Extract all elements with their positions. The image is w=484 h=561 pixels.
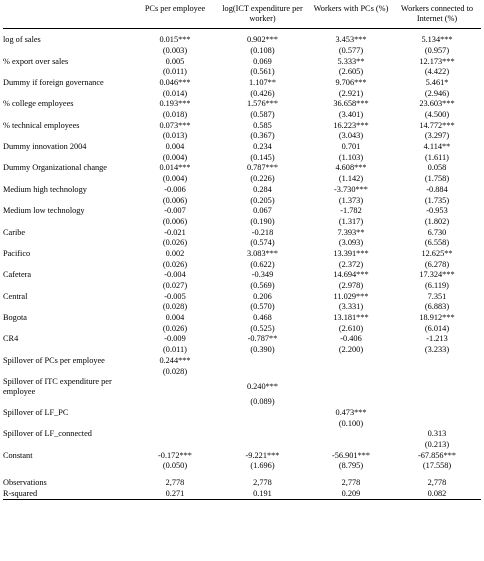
standard-error-cell: (0.026) <box>162 259 188 269</box>
standard-error-cell <box>309 397 393 408</box>
coefficient-cell: -0.005 <box>164 291 186 301</box>
coefficient-cell: 0.014*** <box>159 163 191 173</box>
standard-error-cell: (1.373) <box>338 195 364 205</box>
row-label: Pacifico <box>3 248 31 258</box>
coefficient-cell <box>134 377 216 397</box>
standard-error-cell <box>134 418 216 429</box>
standard-error-cell <box>393 397 481 408</box>
coefficient-cell: -0.406 <box>340 334 362 344</box>
coefficient-cell: 7.351 <box>427 291 447 301</box>
row-label: Cafetera <box>3 270 32 280</box>
regression-table <box>3 2 481 500</box>
coefficient-cell: 1.576*** <box>246 99 279 109</box>
coefficient-row <box>3 163 481 174</box>
coefficient-row <box>3 450 481 461</box>
coefficient-cell: 0.234 <box>253 142 272 152</box>
coefficient-cell: 0.240*** <box>246 381 279 391</box>
coefficient-row <box>3 408 481 419</box>
row-label: Spillover of PCs per employee <box>3 355 105 365</box>
coefficient-cell: 14.772*** <box>419 120 455 130</box>
coefficient-cell: -3.730*** <box>334 184 368 194</box>
standard-error-cell <box>216 366 309 377</box>
coefficient-row <box>3 313 481 324</box>
row-label: Medium high technology <box>3 184 87 194</box>
standard-error-cell: (0.027) <box>162 281 188 290</box>
standard-error-row <box>3 461 481 472</box>
coefficient-cell: 3.083*** <box>246 248 279 258</box>
row-label: % technical employees <box>3 120 80 130</box>
standard-error-cell <box>134 440 216 451</box>
row-label-empty <box>3 366 134 377</box>
coefficient-cell: 6.730 <box>427 227 447 237</box>
statistic-row <box>3 489 481 500</box>
column-header-variable <box>3 2 134 29</box>
row-label: Bogota <box>3 313 27 323</box>
row-label: log of sales <box>3 35 41 45</box>
standard-error-cell: (0.574) <box>250 238 275 248</box>
standard-error-cell: (0.014) <box>162 88 188 98</box>
coefficient-cell: 4.608*** <box>335 163 367 173</box>
standard-error-cell: (0.577) <box>338 45 364 55</box>
coefficient-cell: -67.856*** <box>417 450 457 460</box>
coefficient-cell <box>216 429 309 440</box>
standard-error-cell: (1.802) <box>424 216 450 226</box>
column-header-log-ict-expenditure: log(ICT expenditure per worker) <box>216 2 309 29</box>
standard-error-row <box>3 238 481 249</box>
standard-error-cell: (0.226) <box>250 174 275 184</box>
standard-error-cell: (3.233) <box>424 345 450 355</box>
row-label-empty <box>3 131 134 142</box>
coefficient-cell: 13.391*** <box>333 248 369 258</box>
standard-error-cell: (3.297) <box>424 131 450 141</box>
coefficient-cell: 12.625** <box>421 248 453 258</box>
coefficient-cell: 0.069 <box>253 56 272 66</box>
standard-error-cell <box>134 397 216 408</box>
coefficient-cell: -0.884 <box>426 184 448 194</box>
row-label: Medium low technology <box>3 206 85 216</box>
coefficient-cell: -9.221*** <box>245 450 280 460</box>
coefficient-cell: 3.453*** <box>335 35 367 45</box>
statistic-value: 2,778 <box>341 478 361 487</box>
row-label-empty <box>3 46 134 57</box>
row-label-empty <box>3 345 134 356</box>
standard-error-cell: (17.558) <box>422 461 452 471</box>
coefficient-cell <box>393 356 481 367</box>
row-label: Spillover of LF_connected <box>3 429 92 439</box>
coefficient-cell: 23.603*** <box>419 99 455 109</box>
coefficient-row <box>3 185 481 196</box>
standard-error-cell: (4.422) <box>424 67 450 77</box>
coefficient-cell: 4.114** <box>423 142 451 152</box>
coefficient-cell <box>309 377 393 397</box>
standard-error-cell: (0.570) <box>250 302 275 312</box>
standard-error-cell: (0.011) <box>163 67 187 77</box>
statistic-value: 2,778 <box>427 478 447 487</box>
coefficient-cell: 17.324*** <box>419 270 455 280</box>
standard-error-cell: (2.921) <box>338 88 364 98</box>
standard-error-cell: (0.018) <box>162 110 188 119</box>
coefficient-row <box>3 35 481 46</box>
coefficient-row <box>3 121 481 132</box>
standard-error-cell: (0.622) <box>250 259 275 269</box>
coefficient-cell: 7.393** <box>337 227 365 237</box>
standard-error-cell: (1.103) <box>338 152 364 162</box>
coefficient-cell: 0.046*** <box>159 77 191 87</box>
standard-error-row <box>3 259 481 270</box>
row-label-empty <box>3 174 134 185</box>
standard-error-row <box>3 440 481 451</box>
row-label: Dummy if foreign governance <box>3 77 104 87</box>
row-label: Spillover of LF_PC <box>3 407 69 417</box>
standard-error-row <box>3 174 481 185</box>
standard-error-cell: (0.213) <box>424 439 450 449</box>
coefficient-cell <box>216 356 309 367</box>
coefficient-cell: 0.004 <box>165 313 185 323</box>
standard-error-cell <box>309 366 393 377</box>
statistic-label: Observations <box>3 478 47 487</box>
coefficient-cell: -1.782 <box>340 206 362 216</box>
coefficient-cell: -0.007 <box>164 206 186 216</box>
coefficient-cell: 5.461* <box>425 77 449 87</box>
standard-error-row <box>3 345 481 356</box>
coefficient-cell: -1.213 <box>426 334 448 344</box>
row-label: Dummy innovation 2004 <box>3 142 87 152</box>
coefficient-cell: 0.004 <box>165 142 185 152</box>
table-header <box>3 2 481 29</box>
standard-error-cell: (6.014) <box>424 323 450 333</box>
standard-error-cell: (0.561) <box>250 67 275 77</box>
coefficient-cell: 16.223*** <box>333 120 369 130</box>
standard-error-cell: (6.119) <box>425 281 449 290</box>
coefficient-cell: 5.134*** <box>421 35 453 45</box>
standard-error-cell: (1.611) <box>425 152 449 162</box>
coefficient-cell: 0.206 <box>253 291 272 301</box>
statistic-value: 0.082 <box>393 489 481 500</box>
coefficient-cell: 0.015*** <box>159 35 191 45</box>
coefficient-cell: 11.029*** <box>333 291 369 301</box>
standard-error-row <box>3 195 481 206</box>
standard-error-cell: (1.142) <box>338 174 364 184</box>
row-label-empty <box>3 88 134 99</box>
statistic-value: 2,778 <box>253 478 272 487</box>
coefficient-row <box>3 99 481 110</box>
table-body <box>3 29 481 500</box>
statistic-value: 0.209 <box>309 489 393 500</box>
row-label-empty <box>3 397 134 408</box>
coefficient-cell <box>309 429 393 440</box>
coefficient-cell: 1.107** <box>249 77 276 87</box>
statistic-label: R-squared <box>3 489 134 500</box>
row-label: Caribe <box>3 227 26 237</box>
standard-error-cell: (6.558) <box>424 238 450 248</box>
standard-error-cell: (0.089) <box>250 397 275 407</box>
standard-error-cell <box>393 366 481 377</box>
statistic-value: 0.191 <box>216 489 309 500</box>
standard-error-cell: (0.390) <box>250 345 275 355</box>
coefficient-cell <box>393 408 481 419</box>
coefficient-row <box>3 356 481 367</box>
coefficient-cell: 0.073*** <box>159 120 191 130</box>
coefficient-cell: 0.067 <box>253 206 272 216</box>
standard-error-cell: (0.190) <box>250 216 275 226</box>
standard-error-cell: (3.043) <box>338 131 364 141</box>
coefficient-cell: 0.058 <box>427 163 447 173</box>
row-label-empty <box>3 259 134 270</box>
standard-error-cell <box>309 440 393 451</box>
coefficient-cell: 0.002 <box>165 248 185 258</box>
standard-error-cell: (0.145) <box>250 152 275 162</box>
standard-error-cell <box>393 418 481 429</box>
standard-error-row <box>3 302 481 313</box>
standard-error-cell: (0.004) <box>162 174 188 184</box>
coefficient-row <box>3 56 481 67</box>
standard-error-cell: (0.006) <box>162 216 188 226</box>
standard-error-cell: (0.100) <box>338 418 364 428</box>
row-label: Central <box>3 291 28 301</box>
column-header-workers-with-pcs: Workers with PCs (%) <box>309 2 393 29</box>
standard-error-cell: (0.569) <box>250 281 275 290</box>
standard-error-cell: (0.028) <box>162 302 188 312</box>
standard-error-cell: (0.011) <box>163 345 187 355</box>
coefficient-cell: -0.009 <box>164 334 186 344</box>
standard-error-row <box>3 153 481 164</box>
standard-error-cell: (2.978) <box>338 281 364 290</box>
standard-error-cell: (2.372) <box>338 259 364 269</box>
row-label-empty <box>3 281 134 292</box>
standard-error-cell: (2.200) <box>338 345 364 355</box>
coefficient-cell: -0.953 <box>426 206 448 216</box>
row-label-empty <box>3 418 134 429</box>
row-label-empty <box>3 440 134 451</box>
standard-error-cell: (0.525) <box>250 323 275 333</box>
coefficient-row <box>3 142 481 153</box>
standard-error-cell <box>216 440 309 451</box>
row-label: % export over sales <box>3 56 69 66</box>
standard-error-cell: (2.610) <box>338 323 364 333</box>
coefficient-cell: -56.901*** <box>331 450 371 460</box>
standard-error-cell: (1.735) <box>424 195 450 205</box>
coefficient-cell: 0.585 <box>253 120 272 130</box>
coefficient-cell: 18.912*** <box>419 313 455 323</box>
standard-error-cell: (2.946) <box>424 88 450 98</box>
standard-error-cell: (0.367) <box>250 131 275 141</box>
statistic-value: 0.271 <box>134 489 216 500</box>
coefficient-cell: 0.284 <box>253 184 272 194</box>
row-label-empty <box>3 461 134 472</box>
coefficient-cell: 14.694*** <box>333 270 369 280</box>
coefficient-row <box>3 249 481 260</box>
column-header-workers-connected: Workers connected to Internet (%) <box>393 2 481 29</box>
row-label: Dummy Organizational change <box>3 163 107 173</box>
standard-error-row <box>3 418 481 429</box>
standard-error-row <box>3 110 481 121</box>
coefficient-cell: -0.172*** <box>158 450 192 460</box>
standard-error-cell: (0.006) <box>162 195 188 205</box>
row-label-empty <box>3 302 134 313</box>
coefficient-cell: 0.701 <box>341 142 361 152</box>
standard-error-cell: (1.317) <box>338 216 364 226</box>
coefficient-cell <box>216 408 309 419</box>
coefficient-cell: -0.218 <box>251 227 274 237</box>
row-label-empty <box>3 110 134 121</box>
coefficient-cell <box>134 408 216 419</box>
coefficient-row <box>3 206 481 217</box>
standard-error-row <box>3 366 481 377</box>
coefficient-row <box>3 292 481 303</box>
standard-error-cell: (3.401) <box>338 110 364 119</box>
standard-error-row <box>3 281 481 292</box>
standard-error-row <box>3 67 481 78</box>
standard-error-cell: (1.696) <box>250 461 275 471</box>
coefficient-cell: -0.349 <box>251 270 274 280</box>
standard-error-cell: (1.758) <box>424 174 450 184</box>
coefficient-cell: -0.021 <box>164 227 186 237</box>
coefficient-cell: 0.005 <box>165 56 185 66</box>
standard-error-cell: (0.205) <box>250 195 275 205</box>
coefficient-cell: -0.004 <box>164 270 186 280</box>
coefficient-cell <box>309 356 393 367</box>
standard-error-cell: (0.026) <box>162 323 188 333</box>
statistic-value: 2,778 <box>165 478 185 487</box>
standard-error-row <box>3 217 481 228</box>
standard-error-row <box>3 46 481 57</box>
coefficient-row <box>3 270 481 281</box>
standard-error-cell: (4.500) <box>424 110 450 119</box>
coefficient-cell: 13.181*** <box>333 313 369 323</box>
standard-error-cell: (6.883) <box>424 302 450 312</box>
coefficient-cell <box>393 377 481 397</box>
statistic-row <box>3 472 481 489</box>
standard-error-cell: (0.013) <box>162 131 188 141</box>
standard-error-cell: (3.331) <box>338 302 364 312</box>
column-header-pcs-per-employee: PCs per employee <box>134 2 216 29</box>
coefficient-cell: -0.006 <box>164 184 186 194</box>
coefficient-cell: -0.787** <box>247 334 278 344</box>
coefficient-row <box>3 227 481 238</box>
coefficient-cell: 12.173*** <box>419 56 455 66</box>
coefficient-cell: 0.244*** <box>159 355 191 365</box>
standard-error-cell: (0.426) <box>250 88 275 98</box>
coefficient-row <box>3 334 481 345</box>
standard-error-cell: (3.093) <box>338 238 364 248</box>
standard-error-cell: (0.028) <box>162 366 188 376</box>
standard-error-cell: (0.050) <box>162 461 188 471</box>
coefficient-row <box>3 78 481 89</box>
coefficient-cell: 0.313 <box>427 429 447 439</box>
row-label-empty <box>3 324 134 335</box>
row-label: Constant <box>3 450 33 460</box>
coefficient-row <box>3 429 481 440</box>
standard-error-cell: (0.587) <box>250 110 275 119</box>
row-label: % college employees <box>3 99 74 109</box>
row-label-empty <box>3 67 134 78</box>
coefficient-cell: 0.193*** <box>159 99 191 109</box>
coefficient-cell: 0.473*** <box>335 407 367 417</box>
row-label-empty <box>3 238 134 249</box>
row-label: Spillover of ITC expenditure per employee <box>3 377 112 396</box>
standard-error-row <box>3 88 481 99</box>
row-label-empty <box>3 195 134 206</box>
standard-error-cell: (0.026) <box>162 238 188 248</box>
row-label-empty <box>3 217 134 228</box>
coefficient-cell: 0.902*** <box>246 35 279 45</box>
standard-error-cell: (0.004) <box>162 152 188 162</box>
coefficient-cell: 0.787*** <box>246 163 279 173</box>
coefficient-cell: 0.468 <box>253 313 272 323</box>
coefficient-row <box>3 377 481 397</box>
coefficient-cell: 5.333** <box>337 56 365 66</box>
standard-error-cell: (8.795) <box>338 461 364 471</box>
standard-error-cell <box>216 418 309 429</box>
standard-error-row <box>3 131 481 142</box>
standard-error-row <box>3 397 481 408</box>
coefficient-cell: 36.658*** <box>333 99 369 109</box>
standard-error-cell: (2.605) <box>338 67 364 77</box>
coefficient-cell: 9.706*** <box>335 77 367 87</box>
row-label-empty <box>3 153 134 164</box>
row-label: CR4 <box>3 334 19 344</box>
standard-error-row <box>3 324 481 335</box>
standard-error-cell: (0.957) <box>424 45 450 55</box>
standard-error-cell: (0.108) <box>250 45 275 55</box>
standard-error-cell: (0.003) <box>162 45 188 55</box>
standard-error-cell: (6.278) <box>424 259 450 269</box>
coefficient-cell <box>134 429 216 440</box>
